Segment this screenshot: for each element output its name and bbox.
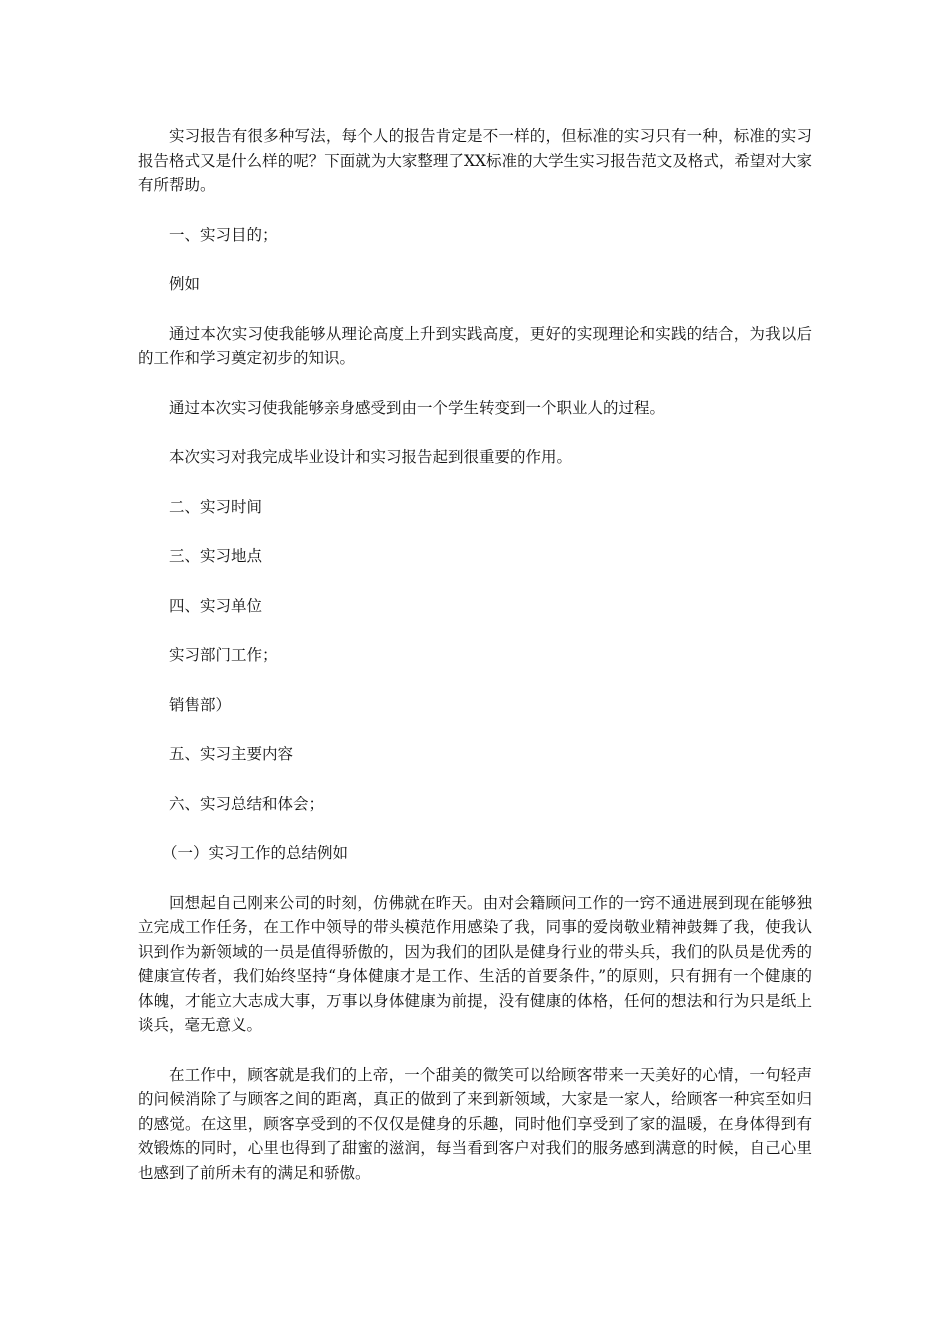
summary-paragraph-2: 在工作中，顾客就是我们的上帝，一个甜美的微笑可以给顾客带来一天美好的心情，一句轻声的问候消除了与顾客之间的距离，真正的做到了来到新领域，大家是一家人，给顾客一种宾至如归的感觉。在这里，顾客享受到的不仅仅是健身的乐趣，同时他们享受到了家的温暖，在身体得到有效锻炼的同时，心里也得到了甜蜜的滋润，每当看到客户对我们的服务感到满意的时候，自己心里也感到了前所未有的满足和骄傲。 <box>138 1065 812 1182</box>
department-value: 销售部） <box>169 695 232 714</box>
summary-paragraph-1: 回想起自己刚来公司的时刻，仿佛就在昨天。由对会籍顾问工作的一窍不通进展到现在能够独立完成工作任务，在工作中领导的带头模范作用感染了我，同事的爱岗敬业精神鼓舞了我，使我认识到作为新领域的一员是值得骄傲的，因为我们的团队是健身行业的带头兵，我们的队员是优秀的健康宣传者，我们始终坚持“身体健康才是工作、生活的首要条件，”的原则，只有拥有一个健康的体魄，才能立大志成大事，万事以身体健康为前提，没有健康的体格，任何的想法和行为只是纸上谈兵，毫无意义。 <box>138 893 812 1034</box>
department-label: 实习部门工作； <box>169 646 278 664</box>
section-4-heading: 四、实习单位 <box>169 596 263 615</box>
section-3-heading: 三、实习地点 <box>169 547 263 565</box>
intro-paragraph: 实习报告有很多种写法，每个人的报告肯定是不一样的，但标准的实习只有一种，标准的实习报告格式又是什么样的呢？下面就为大家整理了XX标准的大学生实习报告范文及格式，希望对大家有所帮助。 <box>138 127 812 194</box>
section-6-heading: 六、实习总结和体会； <box>169 794 325 813</box>
purpose-paragraph-2: 通过本次实习使我能够亲身感受到由一个学生转变到一个职业人的过程。 <box>169 398 666 417</box>
document-page <box>138 124 812 1210</box>
section-5-heading: 五、实习主要内容 <box>169 745 294 763</box>
section-2-heading: 二、实习时间 <box>169 497 263 516</box>
purpose-paragraph-3: 本次实习对我完成毕业设计和实习报告起到很重要的作用。 <box>169 448 573 466</box>
section-1-heading: 一、实习目的； <box>169 225 278 244</box>
example-label: 例如 <box>169 275 201 293</box>
purpose-paragraph-1: 通过本次实习使我能够从理论高度上升到实践高度，更好的实现理论和实践的结合，为我以后的工作和学习奠定初步的知识。 <box>138 324 812 367</box>
subsection-1-heading: （一）实习工作的总结例如 <box>162 844 349 862</box>
